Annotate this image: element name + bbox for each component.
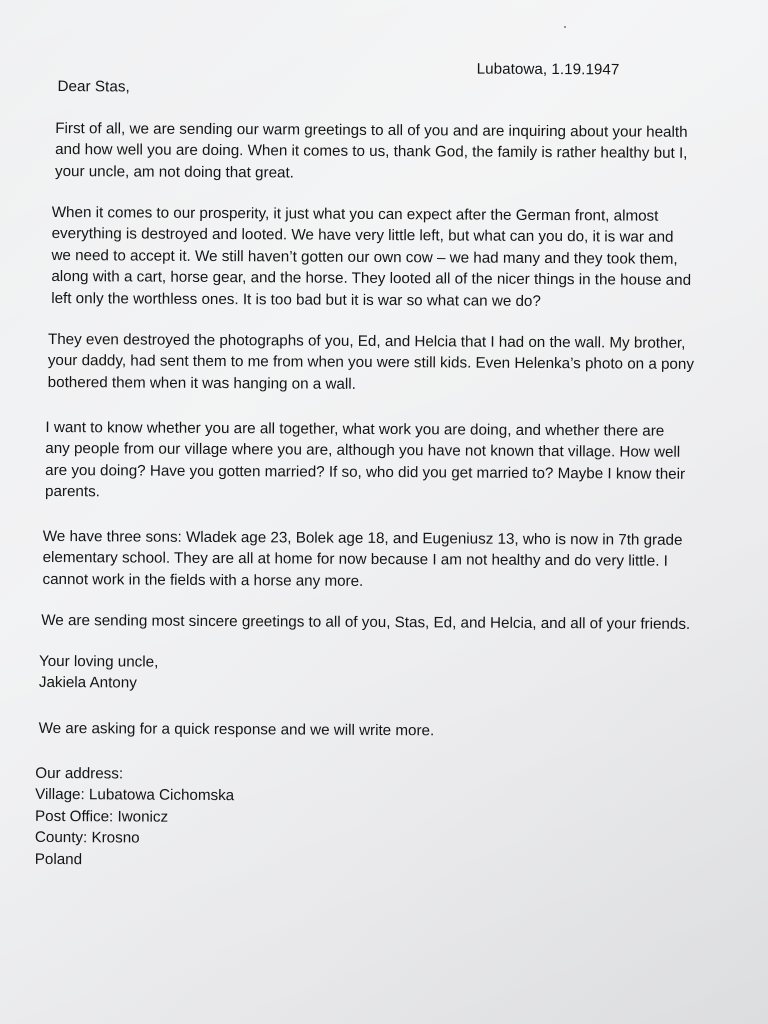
paragraph-sincere-greetings [41, 610, 741, 636]
letter-date: Lubatowa, 1.19.1947 [476, 60, 620, 79]
paragraph-line: I want to know whether you are all together, what work you are doing, and whether there are [45, 418, 665, 440]
paragraph-line: and how well you are doing. When it comes to us, thank God, the family is rather healthy but I, [55, 141, 688, 163]
paragraph-line: They even destroyed the photographs of you, Ed, and Helcia that I had on the wall. My brother, [47, 330, 686, 352]
address-heading: Our address: [35, 764, 124, 783]
address-village: Village: Lubatowa Cichomska [35, 786, 235, 805]
address-country: Poland [34, 850, 83, 868]
paragraph-line: We are sending most sincere greetings to all of you, Stas, Ed, and Helcia, and all of your friends. [41, 611, 691, 633]
response-request [39, 718, 739, 744]
paragraph-line: everything is destroyed and looted. We have very little left, but what can you do, it is war and [51, 225, 674, 247]
paragraph-prosperity [51, 202, 752, 313]
paragraph-line: your daddy, had sent them to me from when you were still kids. Even Helenka’s photo on a pony [47, 352, 694, 374]
paragraph-line: We have three sons: Wladek age 23, Bolek age 18, and Eugeniusz 13, who is now in 7th grade [42, 527, 683, 549]
paragraph-line: elementary school. They are all at home for now because I am not healthy and do very little. I [42, 549, 668, 571]
paragraph-line: When it comes to our prosperity, it just what you can expect after the German front, almost [51, 203, 659, 225]
paragraph-line: along with a cart, horse gear, and the horse. They looted all of the nicer things in the house and [51, 268, 692, 290]
paragraph-line: left only the worthless ones. It is too bad but it is war so what can we do? [51, 289, 541, 310]
signature-name: Jakiela Antony [38, 674, 137, 692]
paragraph-line: your uncle, am not doing that great. [54, 162, 294, 182]
address-county: County: Krosno [34, 829, 140, 847]
paragraph-line: parents. [44, 483, 100, 501]
salutation: Dear Stas, [57, 78, 130, 96]
paragraph-photographs [48, 329, 748, 397]
paragraph-line: cannot work in the fields with a horse any more. [42, 570, 364, 590]
request-line: We are asking for a quick response and we will write more. [38, 719, 435, 740]
paragraph-questions [45, 417, 746, 507]
paragraph-line: First of all, we are sending our warm greetings to all of you and are inquiring about your health [55, 120, 688, 141]
address-block [35, 763, 736, 874]
paragraph-line: bothered them when it was hanging on a wall. [47, 373, 356, 393]
paragraph-line: any people from our village where you are, although you have not known that village. How well [45, 440, 681, 462]
paragraph-sons [42, 526, 742, 594]
address-post-office: Post Office: Iwonicz [35, 807, 169, 826]
paragraph-greetings [55, 118, 755, 186]
paragraph-line: are you doing? Have you gotten married? If so, who did you get married to? Maybe I know their [45, 461, 686, 483]
paragraph-line: we need to accept it. We still haven’t gotten our own cow – we had many and they took them, [51, 246, 678, 268]
closing-signature [39, 651, 739, 698]
closing-line: Your loving uncle, [38, 652, 159, 671]
